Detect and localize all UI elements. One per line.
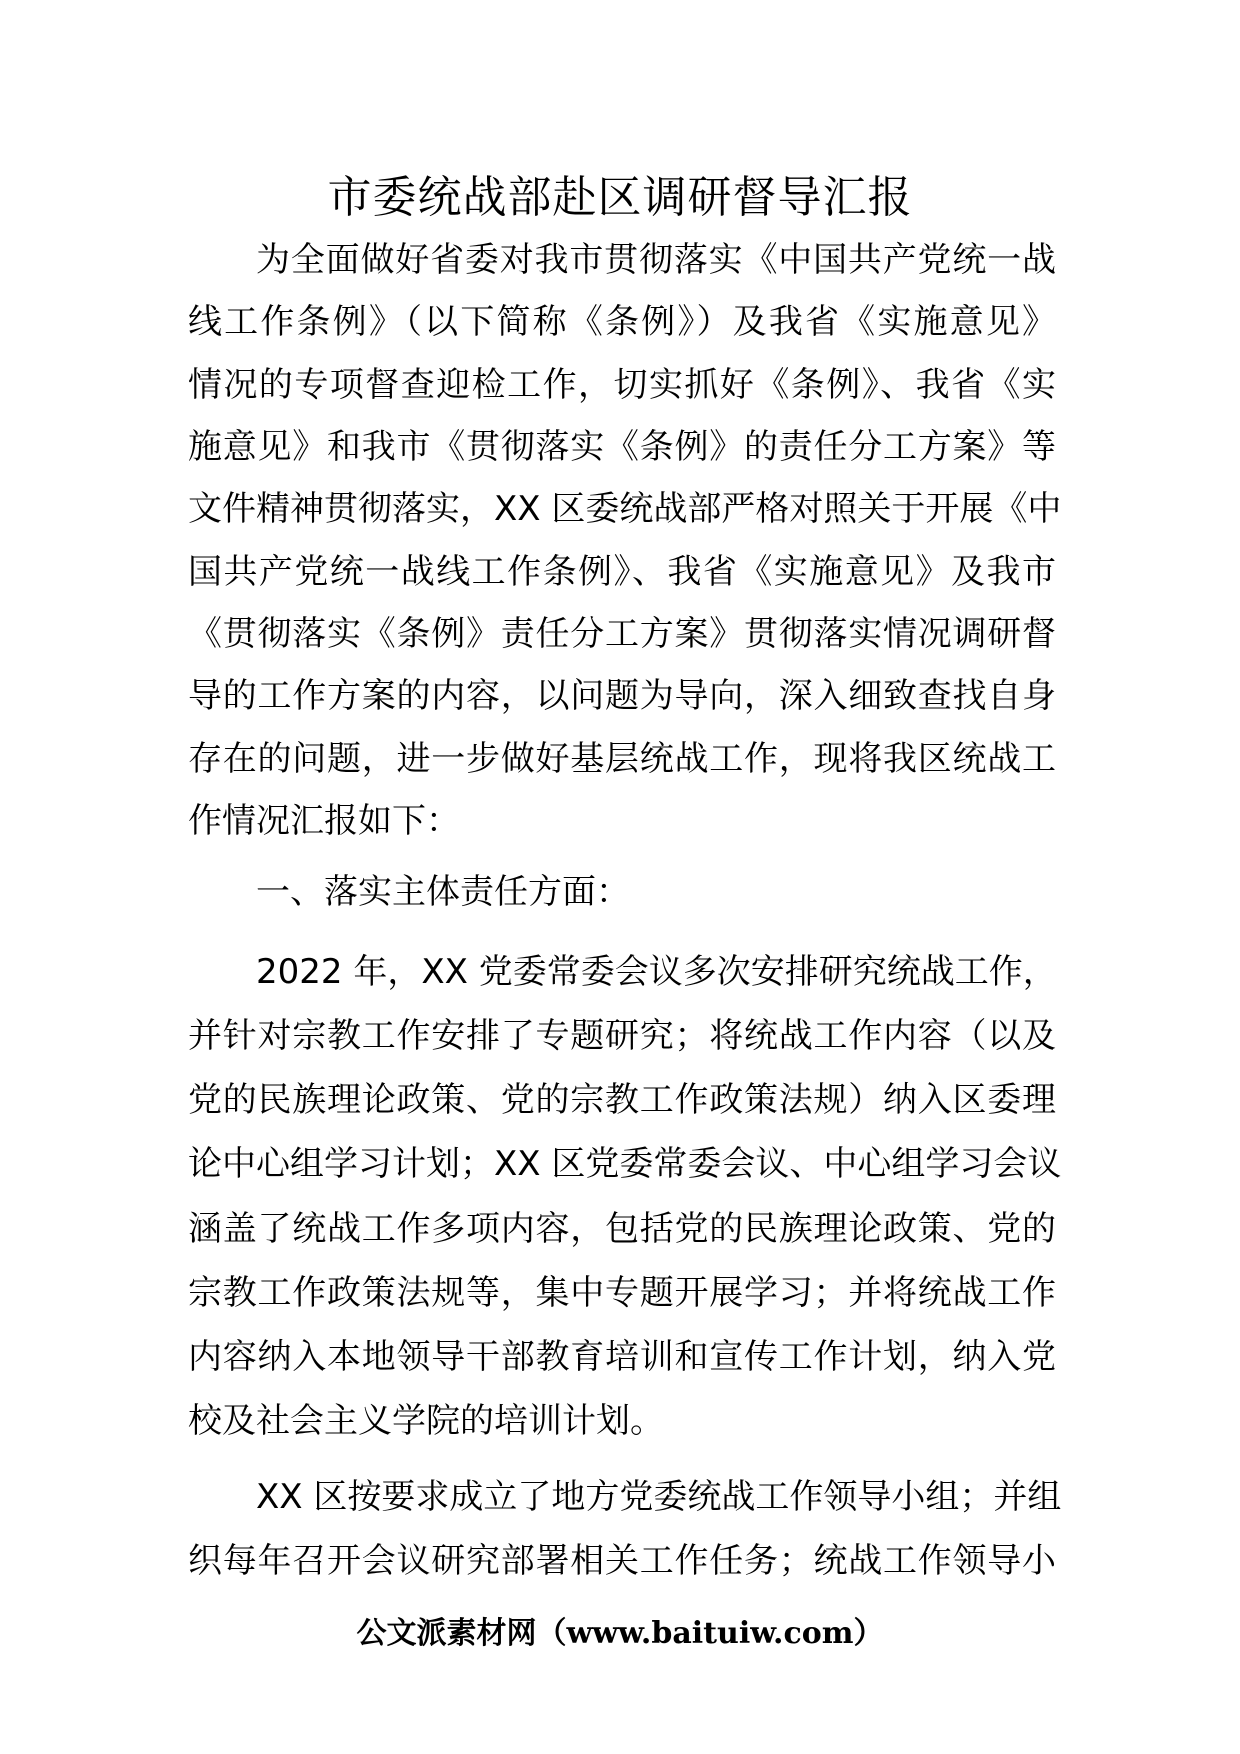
paragraph-line: 织每年召开会议研究部署相关工作任务；统战工作领导小	[188, 1541, 1056, 1581]
paragraph-line: 情况的专项督查迎检工作，切实抓好《条例》、我省《实	[188, 365, 1056, 405]
paragraph-line: 作情况汇报如下：	[188, 801, 460, 841]
paragraph-line: 论中心组学习计划；XX 区党委常委会议、中心组学习会议	[188, 1144, 1062, 1184]
footer-watermark: 公文派素材网（www.baituiw.com）	[356, 1616, 884, 1651]
paragraph-line: 文件精神贯彻落实，XX 区委统战部严格对照关于开展《中	[188, 489, 1062, 529]
paragraph-line: 宗教工作政策法规等，集中专题开展学习；并将统战工作	[188, 1273, 1056, 1313]
document-title: 市委统战部赴区调研督导汇报	[327, 172, 913, 223]
paragraph-line: 内容纳入本地领导干部教育培训和宣传工作计划，纳入党	[188, 1337, 1056, 1377]
paragraph-line: 国共产党统一战线工作条例》、我省《实施意见》及我市	[188, 552, 1056, 592]
section-heading: 一、落实主体责任方面：	[256, 872, 630, 912]
paragraph-line: 并针对宗教工作安排了专题研究；将统战工作内容（以及	[188, 1016, 1056, 1056]
paragraph-line: 施意见》和我市《贯彻落实《条例》的责任分工方案》等	[188, 427, 1056, 467]
paragraph-line: 涵盖了统战工作多项内容，包括党的民族理论政策、党的	[188, 1209, 1056, 1249]
paragraph-line: XX 区按要求成立了地方党委统战工作领导小组；并组	[256, 1477, 1062, 1517]
paragraph-line: 线工作条例》（以下简称《条例》）及我省《实施意见》	[188, 302, 1056, 342]
paragraph-line: 为全面做好省委对我市贯彻落实《中国共产党统一战	[256, 240, 1056, 280]
paragraph-line: 存在的问题，进一步做好基层统战工作，现将我区统战工	[188, 739, 1056, 779]
paragraph-line: 2022 年，XX 党委常委会议多次安排研究统战工作，	[256, 952, 1057, 992]
paragraph-line: 党的民族理论政策、党的宗教工作政策法规）纳入区委理	[188, 1080, 1056, 1120]
paragraph-line: 《贯彻落实《条例》责任分工方案》贯彻落实情况调研督	[188, 614, 1056, 654]
paragraph-line: 导的工作方案的内容，以问题为导向，深入细致查找自身	[188, 676, 1056, 716]
paragraph-line: 校及社会主义学院的培训计划。	[188, 1401, 664, 1441]
